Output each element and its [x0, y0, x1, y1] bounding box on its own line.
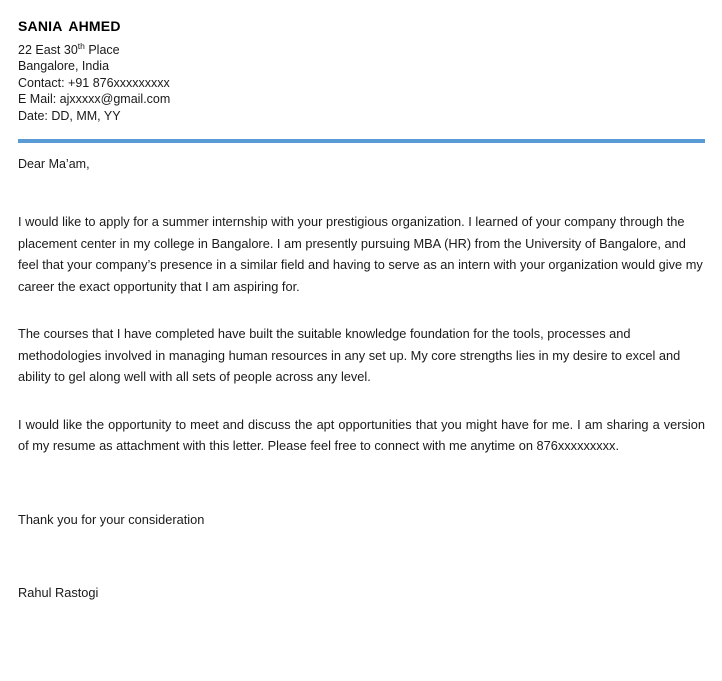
letter-body: [18, 150, 705, 604]
letter-date: Date: DD, MM, YY: [18, 108, 121, 123]
spacer: [18, 530, 705, 582]
spacer: [18, 388, 705, 414]
letterhead: [0, 0, 722, 124]
spacer: [18, 297, 705, 323]
sender-email: E Mail: ajxxxxx@gmail.com: [18, 92, 171, 107]
sender-phone: Contact: +91 876xxxxxxxxx: [18, 75, 170, 90]
body-paragraph-2: The courses that I have completed have built the suitable knowledge foundation for the tools, processes and methodologies involved in managing human resources in any set up. My core strengths lies in my desire to excel and ability to gel along well with all sets of people across any level.: [18, 326, 681, 384]
address-street-ordinal-suffix: th: [77, 40, 85, 51]
spacer: [18, 173, 705, 211]
sender-city-country: Bangalore, India: [18, 59, 110, 74]
spacer: [18, 457, 705, 509]
address-street-suffix: Place: [84, 43, 120, 57]
body-paragraph-3: I would like the opportunity to meet and discuss the apt opportunities that you might have for me. I am sharing a version of my resume as attachment with this letter. Please feel free to connect with me anytime on 876xxxxxxxxx.: [18, 416, 705, 453]
body-paragraph-1: I would like to apply for a summer internship with your prestigious organization. I learned of your company through the placement center in my college in Bangalore. I am presently pursuing MBA (HR) from the University of Bangalore, and feel that your company’s presence in a similar field and having to serve as an intern with your organization would give my career the exact opportunity that I am aspiring for.: [18, 214, 703, 294]
sender-address-street: [18, 42, 704, 58]
sender-name: sania ahmed: [18, 14, 121, 36]
signature-name: Rahul Rastogi: [18, 585, 99, 600]
address-street-prefix: 22 East 30: [18, 43, 78, 57]
closing-line: Thank you for your consideration: [18, 511, 205, 527]
salutation: Dear Ma’am,: [18, 157, 90, 171]
header-divider-rule: [18, 139, 705, 143]
